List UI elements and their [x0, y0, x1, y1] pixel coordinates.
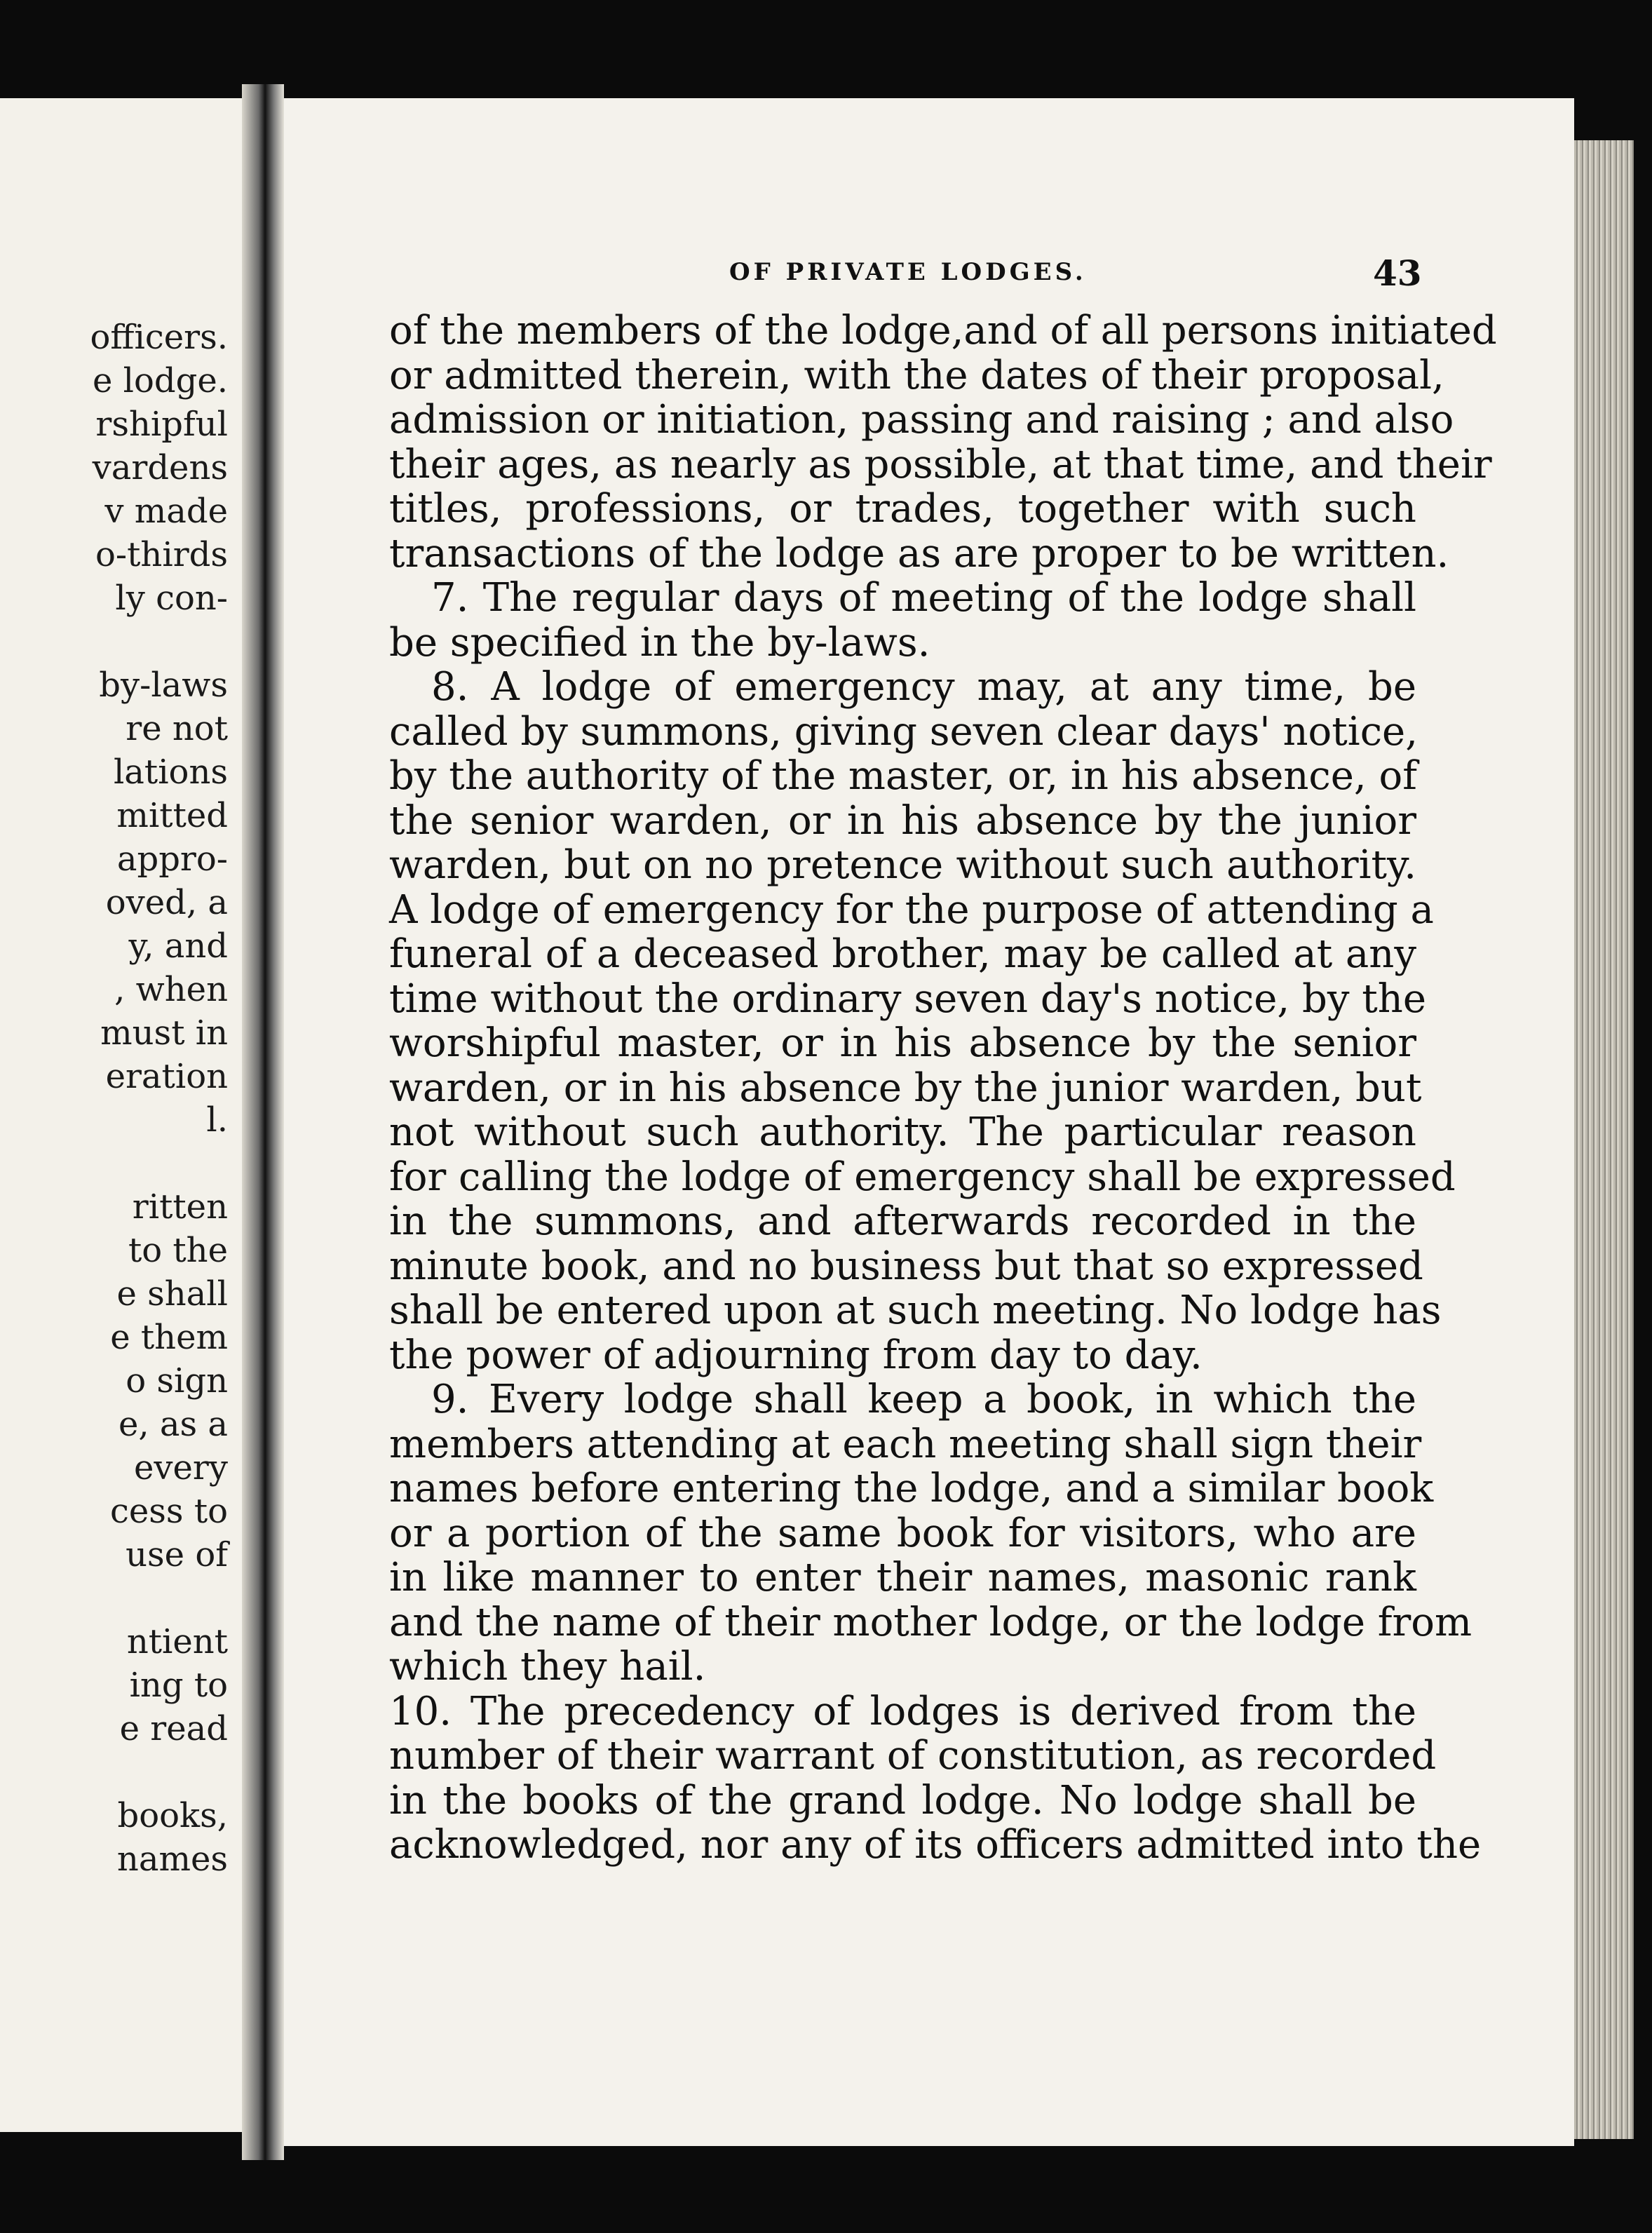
left-page-line-fragment: ritten	[132, 1187, 228, 1227]
text-line: members attending at each meeting shall sign their	[389, 1421, 1422, 1467]
left-page-line-fragment: e, as a	[118, 1405, 228, 1444]
text-line: worshipful master, or in his absence by the senior	[389, 1020, 1416, 1066]
left-page-line-fragment: cess to	[110, 1492, 228, 1531]
text-line: time without the ordinary seven day's notice, by the	[389, 976, 1426, 1022]
text-line: in the books of the grand lodge. No lodge shall be	[389, 1777, 1416, 1823]
text-line: titles, professions, or trades, together with such	[389, 486, 1416, 532]
running-head: OF PRIVATE LODGES.	[729, 258, 1087, 286]
text-line: 8. A lodge of emergency may, at any time, be	[431, 664, 1416, 710]
text-line: the senior warden, or in his absence by the junior	[389, 797, 1416, 844]
text-line: acknowledged, nor any of its officers admitted into the	[389, 1822, 1482, 1868]
text-line: or admitted therein, with the dates of their proposal,	[389, 352, 1444, 398]
left-page-line-fragment: o-thirds	[95, 535, 228, 574]
text-line: called by summons, giving seven clear days' notice,	[389, 708, 1418, 755]
left-page-line-fragment: every	[134, 1448, 228, 1487]
text-line: warden, but on no pretence without such authority.	[389, 842, 1416, 888]
left-page-line-fragment: appro-	[116, 839, 228, 879]
text-line: admission or initiation, passing and raising ; and also	[389, 397, 1454, 443]
left-page-line-fragment: l.	[206, 1100, 228, 1140]
previous-page-fragment	[0, 98, 242, 2132]
text-line: the power of adjourning from day to day.	[389, 1332, 1203, 1378]
text-line: 7. The regular days of meeting of the lodge shall	[431, 575, 1416, 621]
text-line: transactions of the lodge as are proper to be written.	[389, 530, 1449, 576]
left-page-line-fragment: mitted	[116, 796, 228, 835]
text-line: in like manner to enter their names, masonic rank	[389, 1555, 1416, 1600]
left-page-line-fragment: officers.	[90, 318, 228, 357]
left-page-line-fragment: vardens	[92, 448, 228, 487]
left-page-line-fragment: e read	[119, 1709, 228, 1748]
left-page-line-fragment: ntient	[126, 1622, 228, 1661]
text-line: 10. The precedency of lodges is derived from the	[389, 1688, 1416, 1734]
text-line: and the name of their mother lodge, or the lodge from	[389, 1599, 1472, 1645]
left-page-line-fragment: ly con-	[115, 579, 228, 618]
left-page-line-fragment: oved, a	[105, 883, 228, 922]
left-page-line-fragment: by-laws	[99, 666, 228, 705]
text-line: not without such authority. The particular reason	[389, 1109, 1416, 1155]
left-page-line-fragment: rshipful	[95, 405, 228, 444]
left-page-line-fragment: y, and	[128, 926, 228, 966]
body-text	[389, 308, 1497, 1868]
text-line: for calling the lodge of emergency shall be expressed	[389, 1154, 1456, 1200]
left-page-line-fragment: re not	[126, 709, 228, 748]
text-line: number of their warrant of constitution, as recorded	[389, 1733, 1437, 1779]
left-page-line-fragment: , when	[114, 970, 228, 1009]
text-line: names before entering the lodge, and a similar book	[389, 1466, 1434, 1511]
left-page-line-fragment: lations	[113, 753, 228, 792]
left-page-line-fragment: must in	[100, 1013, 228, 1053]
left-page-line-fragment: v made	[104, 492, 228, 531]
text-line: funeral of a deceased brother, may be called at any	[389, 931, 1416, 977]
text-line: 9. Every lodge shall keep a book, in which the	[431, 1377, 1416, 1422]
book-gutter	[242, 84, 284, 2160]
text-line: A lodge of emergency for the purpose of attending a	[389, 886, 1434, 933]
left-page-line-fragment: eration	[105, 1057, 228, 1096]
text-line: which they hail.	[389, 1644, 706, 1689]
text-line: or a portion of the same book for visitors, who are	[389, 1510, 1416, 1556]
left-page-line-fragment: e them	[110, 1318, 228, 1357]
text-line: shall be entered upon at such meeting. No lodge has	[389, 1288, 1442, 1333]
left-page-line-fragment: use of	[126, 1535, 228, 1574]
text-line: by the authority of the master, or, in his absence, of	[389, 753, 1417, 799]
left-page-line-fragment: e lodge.	[92, 361, 228, 400]
text-line: their ages, as nearly as possible, at that time, and their	[389, 441, 1492, 487]
text-line: in the summons, and afterwards recorded in the	[389, 1199, 1416, 1244]
text-line: warden, or in his absence by the junior warden, but	[389, 1065, 1422, 1111]
left-page-line-fragment: ing to	[129, 1666, 228, 1705]
left-page-line-fragment: e shall	[116, 1274, 228, 1314]
page-edges	[1574, 140, 1634, 2139]
left-page-line-fragment: books,	[117, 1796, 228, 1835]
left-page-line-fragment: names	[116, 1840, 228, 1879]
text-line: minute book, and no business but that so expressed	[389, 1243, 1423, 1289]
page-number: 43	[1373, 252, 1422, 294]
text-line: of the members of the lodge,and of all persons initiated	[389, 308, 1497, 353]
left-page-line-fragment: o sign	[126, 1361, 228, 1401]
left-page-line-fragment: to the	[128, 1231, 228, 1270]
text-line: be specified in the by-laws.	[389, 619, 930, 666]
